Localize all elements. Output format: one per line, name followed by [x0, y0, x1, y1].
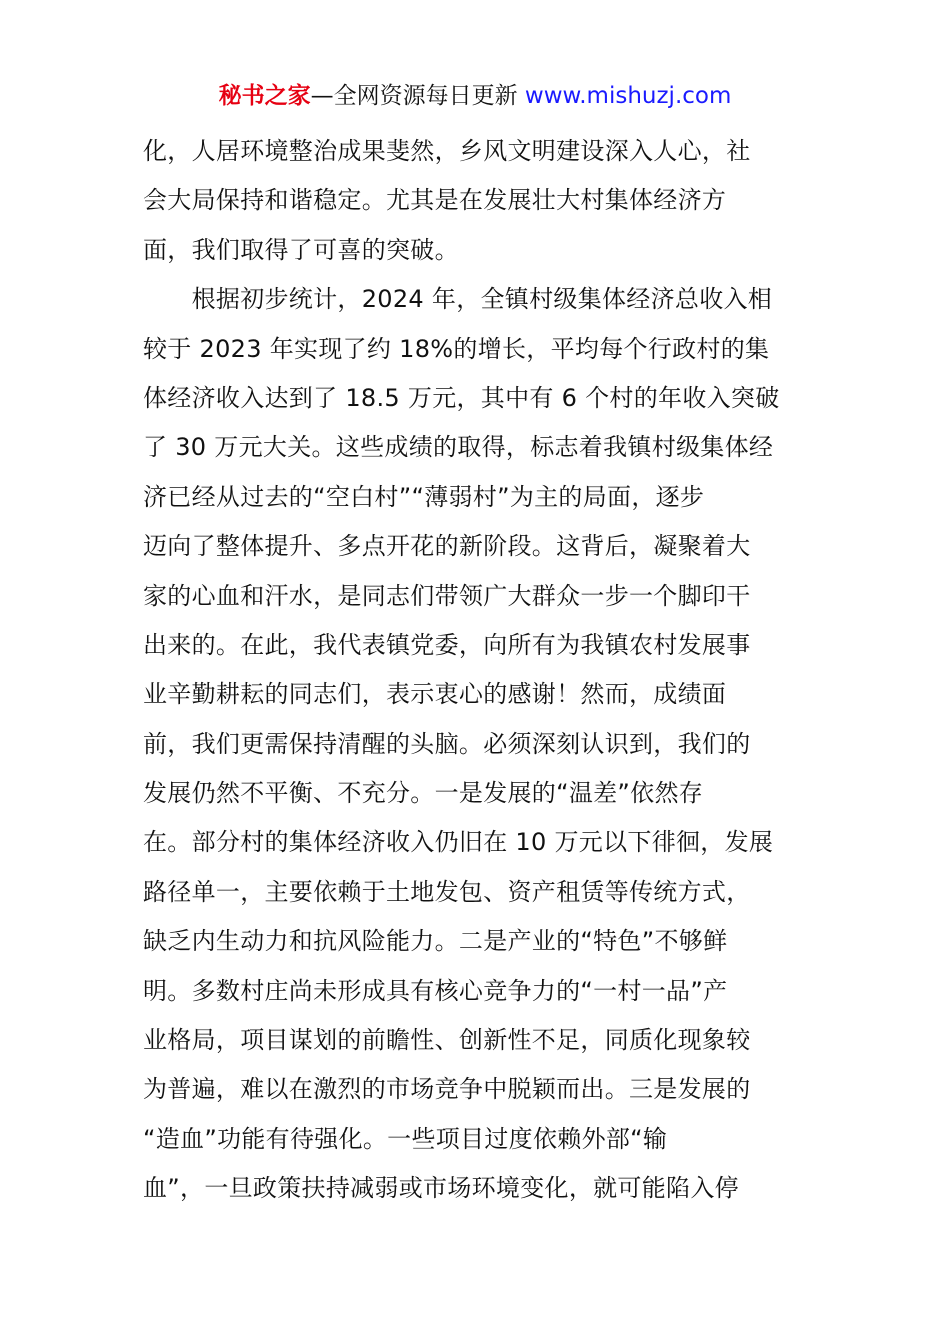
text-line: 面，我们取得了可喜的突破。 — [143, 235, 459, 264]
document-body — [143, 127, 807, 1214]
page-header — [0, 80, 950, 112]
text-line: 济已经从过去的“空白村”“薄弱村”为主的局面，逐步 — [143, 482, 705, 511]
text-line: 明。多数村庄尚未形成具有核心竞争力的“一村一品”产 — [143, 976, 728, 1005]
text-line: 化，人居环境整治成果斐然，乡风文明建设深入人心，社 — [143, 137, 751, 165]
text-line: 迈向了整体提升、多点开花的新阶段。这背后，凝聚着大 — [143, 532, 751, 561]
text-line: 较于 2023 年实现了约 18%的增长，平均每个行政村的集 — [143, 334, 770, 363]
text-line: 根据初步统计，2024 年，全镇村级集体经济总收入相 — [143, 285, 773, 314]
text-line: 路径单一，主要依赖于土地发包、资产租赁等传统方式， — [143, 877, 751, 906]
text-line: 前，我们更需保持清醒的头脑。必须深刻认识到，我们的 — [143, 729, 751, 758]
text-line: 体经济收入达到了 18.5 万元，其中有 6 个村的年收入突破 — [143, 383, 780, 412]
text-line: 在。部分村的集体经济收入仍旧在 10 万元以下徘徊，发展 — [143, 828, 774, 857]
text-line: 血”，一旦政策扶持减弱或市场环境变化，就可能陷入停 — [143, 1174, 739, 1203]
text-line: 会大局保持和谐稳定。尤其是在发展壮大村集体经济方 — [143, 186, 727, 215]
site-brand: 秘书之家 — [218, 83, 311, 109]
text-line: 为普遍，难以在激烈的市场竞争中脱颖而出。三是发展的 — [143, 1075, 751, 1104]
site-tagline: —全网资源每日更新 — [310, 83, 518, 109]
text-line: 出来的。在此，我代表镇党委，向所有为我镇农村发展事 — [143, 630, 751, 659]
text-line: 业辛勤耕耘的同志们，表示衷心的感谢！然而，成绩面 — [143, 680, 727, 709]
site-url[interactable]: www.mishuzj.com — [524, 83, 732, 109]
text-line: 家的心血和汗水，是同志们带领广大群众一步一个脚印干 — [143, 581, 751, 610]
text-line: 缺乏内生动力和抗风险能力。二是产业的“特色”不够鲜 — [143, 927, 728, 956]
text-line: 了 30 万元大关。这些成绩的取得，标志着我镇村级集体经 — [143, 433, 774, 462]
text-line: 业格局，项目谋划的前瞻性、创新性不足，同质化现象较 — [143, 1026, 751, 1055]
text-line: 发展仍然不平衡、不充分。一是发展的“温差”依然存 — [143, 779, 704, 808]
text-line: “造血”功能有待强化。一些项目过度依赖外部“输 — [143, 1124, 668, 1153]
